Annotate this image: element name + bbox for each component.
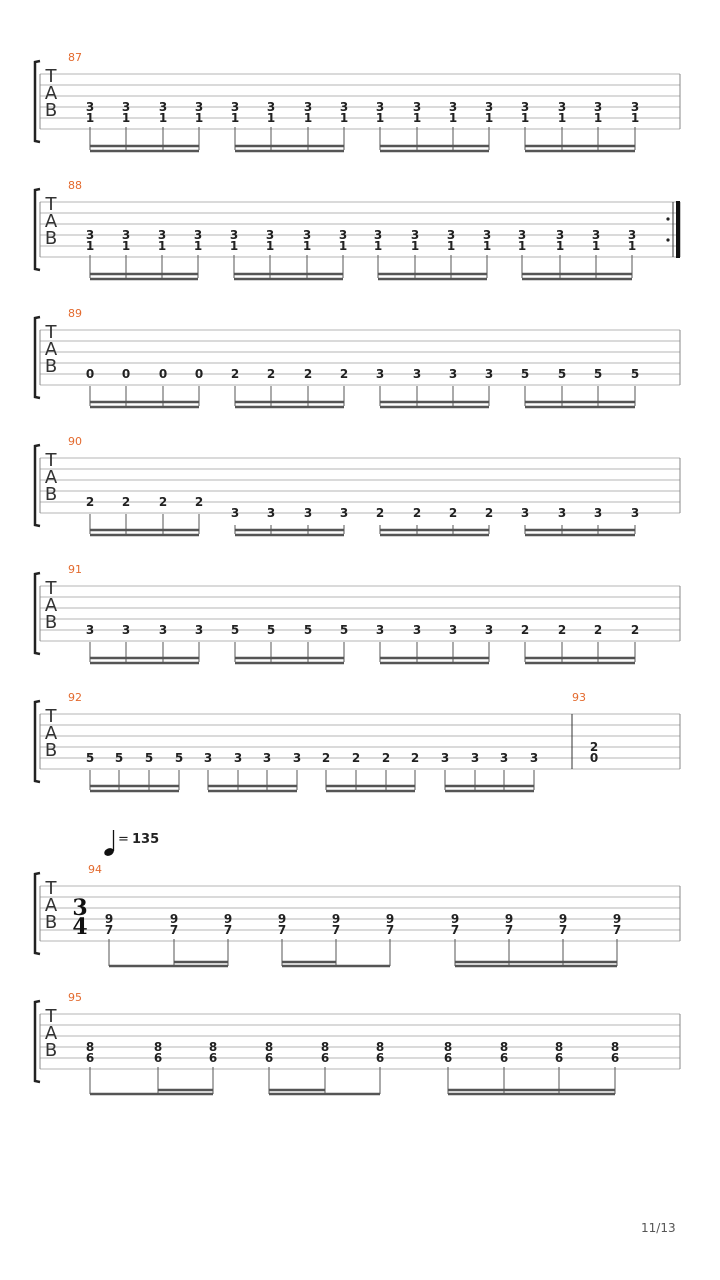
fret-number: 0 [158,367,168,381]
fret-number: 5 [557,367,567,381]
system-bracket [35,573,40,654]
fret-number: 3 [121,100,131,114]
fret-number: 3 [233,751,243,765]
fret-number: 1 [627,239,637,253]
fret-number: 9 [104,912,114,926]
fret-number: 3 [121,228,131,242]
fret-number: 1 [448,111,458,125]
tab-clef-letter-a: A [44,339,58,360]
tab-clef-letter-t: T [45,194,57,215]
tab-system-3 [35,307,680,407]
fret-number: 1 [591,239,601,253]
fret-number: 3 [339,506,349,520]
measure-number: 93 [572,691,586,704]
fret-number: 9 [450,912,460,926]
fret-number: 3 [262,751,272,765]
fret-number: 3 [266,506,276,520]
fret-number: 0 [194,367,204,381]
fret-number: 3 [302,228,312,242]
tab-clef-letter-b: B [44,740,58,761]
fret-number: 3 [121,623,131,637]
fret-number: 1 [338,239,348,253]
fret-number: 6 [264,1051,274,1065]
page-number: 11/13 [641,1221,676,1235]
system-bracket [35,873,40,954]
fret-number: 3 [630,100,640,114]
fret-number: 3 [448,100,458,114]
fret-number: 6 [443,1051,453,1065]
fret-number: 3 [557,100,567,114]
fret-number: 5 [630,367,640,381]
fret-number: 8 [443,1040,453,1054]
fret-number: 3 [85,228,95,242]
fret-number: 3 [520,100,530,114]
tab-system-8 [35,991,680,1094]
fret-number: 9 [385,912,395,926]
fret-number: 1 [484,111,494,125]
fret-number: 1 [482,239,492,253]
tab-system-5 [35,563,680,663]
measure-number: 89 [68,307,82,320]
fret-number: 5 [266,623,276,637]
fret-number: 1 [410,239,420,253]
fret-number: 3 [484,367,494,381]
fret-number: 9 [223,912,233,926]
measure-number: 90 [68,435,82,448]
fret-number: 9 [169,912,179,926]
fret-number: 3 [194,623,204,637]
tab-system-4 [35,435,680,535]
measure-number: 94 [88,863,102,876]
fret-number: 5 [339,623,349,637]
fret-number: 7 [104,923,114,937]
fret-number: 5 [230,623,240,637]
fret-number: 9 [277,912,287,926]
fret-number: 5 [144,751,154,765]
fret-number: 2 [158,495,168,509]
fret-number: 2 [266,367,276,381]
fret-number: 1 [85,111,95,125]
time-signature-numerator: 3 [72,895,88,921]
tab-clef-letter-t: T [45,878,57,899]
tab-clef-letter-a: A [44,211,58,232]
fret-number: 3 [557,506,567,520]
fret-number: 1 [339,111,349,125]
fret-number: 1 [593,111,603,125]
tab-system-2 [35,179,680,279]
measure-number: 88 [68,179,82,192]
fret-number: 8 [499,1040,509,1054]
fret-number: 3 [373,228,383,242]
fret-number: 3 [412,623,422,637]
fret-number: 3 [555,228,565,242]
tab-system-6 [35,691,680,791]
fret-number: 3 [229,228,239,242]
fret-number: 3 [266,100,276,114]
tab-clef-letter-t: T [45,322,57,343]
fret-number: 6 [320,1051,330,1065]
tab-clef-letter-b: B [44,484,58,505]
tab-clef-letter-a: A [44,595,58,616]
fret-number: 2 [121,495,131,509]
fret-number: 3 [517,228,527,242]
tab-clef-letter-b: B [44,356,58,377]
repeat-dot [666,238,669,241]
fret-number: 1 [265,239,275,253]
fret-number: 1 [85,239,95,253]
fret-number: 8 [320,1040,330,1054]
fret-number: 9 [558,912,568,926]
fret-number: 3 [303,100,313,114]
fret-number: 1 [373,239,383,253]
fret-number: 7 [450,923,460,937]
fret-number: 5 [303,623,313,637]
fret-number: 7 [331,923,341,937]
fret-number: 2 [520,623,530,637]
fret-number: 2 [339,367,349,381]
fret-number: 6 [554,1051,564,1065]
fret-number: 7 [277,923,287,937]
fret-number: 3 [375,623,385,637]
fret-number: 9 [612,912,622,926]
measure-number: 87 [68,51,82,64]
fret-number: 2 [230,367,240,381]
fret-number: 1 [302,239,312,253]
fret-number: 1 [121,111,131,125]
fret-number: 3 [591,228,601,242]
fret-number: 8 [610,1040,620,1054]
fret-number: 9 [504,912,514,926]
fret-number: 1 [517,239,527,253]
fret-number: 6 [499,1051,509,1065]
fret-number: 3 [593,100,603,114]
fret-number: 2 [448,506,458,520]
tempo-marking [103,830,159,857]
fret-number: 2 [593,623,603,637]
fret-number: 2 [321,751,331,765]
fret-number: 6 [375,1051,385,1065]
fret-number: 2 [381,751,391,765]
tab-clef-letter-b: B [44,228,58,249]
fret-number: 3 [339,100,349,114]
fret-number: 3 [158,100,168,114]
fret-number: 3 [412,367,422,381]
fret-number: 6 [85,1051,95,1065]
system-bracket [35,701,40,782]
fret-number: 2 [557,623,567,637]
fret-number: 2 [351,751,361,765]
measure-number: 91 [68,563,82,576]
fret-number: 9 [331,912,341,926]
fret-number: 5 [174,751,184,765]
fret-number: 2 [85,495,95,509]
tab-clef-letter-a: A [44,83,58,104]
tab-clef-letter-b: B [44,1040,58,1061]
fret-number: 7 [612,923,622,937]
fret-number: 1 [520,111,530,125]
fret-number: 3 [529,751,539,765]
fret-number: 6 [153,1051,163,1065]
fret-number: 2 [589,740,599,754]
fret-number: 3 [410,228,420,242]
time-signature-denominator: 4 [72,914,88,940]
fret-number: 3 [440,751,450,765]
tab-clef-letter-t: T [45,706,57,727]
fret-number: 2 [412,506,422,520]
fret-number: 3 [157,228,167,242]
fret-number: 3 [499,751,509,765]
tab-clef-letter-t: T [45,450,57,471]
fret-number: 3 [484,623,494,637]
measure-number: 95 [68,991,82,1004]
fret-number: 5 [593,367,603,381]
tab-clef-letter-b: B [44,612,58,633]
tab-clef-letter-b: B [44,100,58,121]
fret-number: 3 [412,100,422,114]
fret-number: 8 [554,1040,564,1054]
fret-number: 0 [85,367,95,381]
system-bracket [35,445,40,526]
fret-number: 1 [193,239,203,253]
fret-number: 8 [153,1040,163,1054]
fret-number: 2 [484,506,494,520]
fret-number: 2 [303,367,313,381]
tab-clef-letter-t: T [45,66,57,87]
fret-number: 1 [375,111,385,125]
fret-number: 2 [630,623,640,637]
tab-clef-letter-a: A [44,723,58,744]
fret-number: 3 [482,228,492,242]
fret-number: 1 [194,111,204,125]
tab-system-1 [35,51,680,151]
fret-number: 5 [520,367,530,381]
fret-number: 7 [169,923,179,937]
fret-number: 5 [85,751,95,765]
fret-number: 8 [85,1040,95,1054]
fret-number: 3 [85,100,95,114]
tab-system-7 [35,863,680,966]
fret-number: 8 [375,1040,385,1054]
tab-clef-letter-t: T [45,578,57,599]
fret-number: 2 [375,506,385,520]
fret-number: 8 [208,1040,218,1054]
fret-number: 3 [470,751,480,765]
fret-number: 3 [375,367,385,381]
fret-number: 3 [194,100,204,114]
fret-number: 6 [610,1051,620,1065]
fret-number: 3 [338,228,348,242]
fret-number: 2 [410,751,420,765]
measure-number: 92 [68,691,82,704]
fret-number: 1 [446,239,456,253]
system-bracket [35,189,40,270]
fret-number: 3 [303,506,313,520]
tab-clef-letter-b: B [44,912,58,933]
fret-number: 3 [446,228,456,242]
fret-number: 1 [230,111,240,125]
fret-number: 3 [484,100,494,114]
tab-clef-letter-t: T [45,1006,57,1027]
fret-number: 3 [448,623,458,637]
fret-number: 3 [85,623,95,637]
fret-number: 3 [627,228,637,242]
fret-number: 3 [448,367,458,381]
repeat-dot [666,217,669,220]
fret-number: 3 [158,623,168,637]
fret-number: 3 [230,506,240,520]
system-bracket [35,61,40,142]
fret-number: 3 [593,506,603,520]
fret-number: 1 [266,111,276,125]
tab-clef-letter-a: A [44,467,58,488]
fret-number: 3 [230,100,240,114]
fret-number: 1 [412,111,422,125]
system-bracket [35,317,40,398]
tempo-bpm: 135 [132,832,160,847]
fret-number: 1 [158,111,168,125]
fret-number: 0 [121,367,131,381]
fret-number: 1 [229,239,239,253]
fret-number: 7 [504,923,514,937]
fret-number: 1 [630,111,640,125]
fret-number: 1 [121,239,131,253]
tab-clef-letter-a: A [44,895,58,916]
fret-number: 3 [520,506,530,520]
fret-number: 2 [194,495,204,509]
tempo-equals: = [118,832,129,847]
fret-number: 1 [157,239,167,253]
system-bracket [35,1001,40,1082]
fret-number: 3 [375,100,385,114]
fret-number: 8 [264,1040,274,1054]
fret-number: 1 [555,239,565,253]
tab-clef-letter-a: A [44,1023,58,1044]
fret-number: 1 [557,111,567,125]
fret-number: 7 [558,923,568,937]
fret-number: 3 [630,506,640,520]
fret-number: 1 [303,111,313,125]
fret-number: 6 [208,1051,218,1065]
fret-number: 0 [589,751,599,765]
fret-number: 5 [114,751,124,765]
fret-number: 3 [265,228,275,242]
fret-number: 3 [292,751,302,765]
fret-number: 7 [223,923,233,937]
fret-number: 3 [193,228,203,242]
fret-number: 7 [385,923,395,937]
fret-number: 3 [203,751,213,765]
